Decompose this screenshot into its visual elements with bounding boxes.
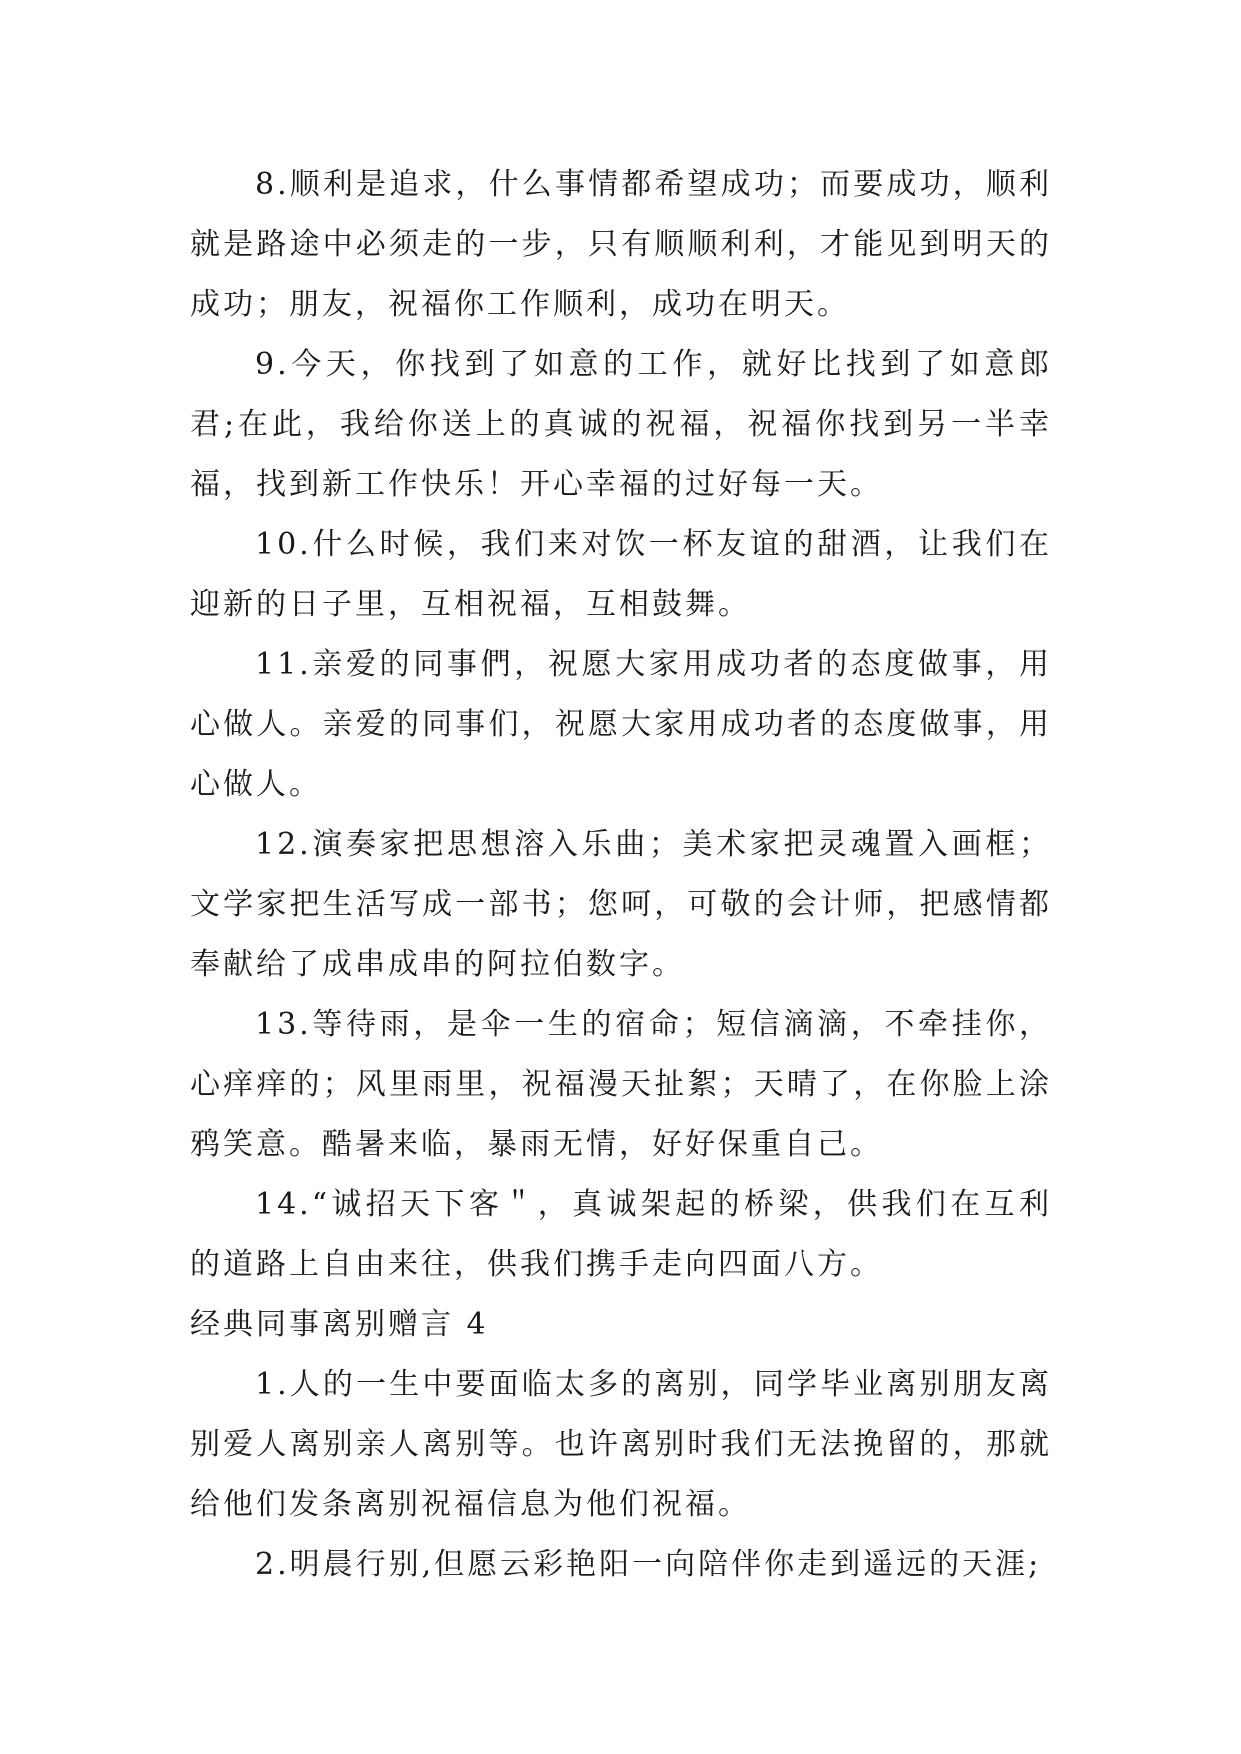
document-page: [190, 155, 1052, 1595]
paragraph-item-1: 1.人的一生中要面临太多的离别，同学毕业离别朋友离别爱人离别亲人离别等。也许离别时我们无法挽留的，那就给他们发条离别祝福信息为他们祝福。: [190, 1367, 1052, 1522]
paragraph-item-2: 2.明晨行别,但愿云彩艳阳一向陪伴你走到遥远的天涯;: [255, 1547, 1042, 1582]
paragraph-item-13: 13.等待雨，是伞一生的宿命；短信滴滴，不牵挂你，心痒痒的；风里雨里，祝福漫天扯絮；天晴了，在你脸上涂鸦笑意。酷暑来临，暴雨无情，好好保重自己。: [190, 1007, 1052, 1162]
section-heading: 经典同事离别赠言 4: [190, 1307, 489, 1342]
paragraph-item-8: 8.顺利是追求，什么事情都希望成功；而要成功，顺利就是路途中必须走的一步，只有顺顺利利，才能见到明天的成功；朋友，祝福你工作顺利，成功在明天。: [190, 167, 1052, 322]
paragraph-item-12: 12.演奏家把思想溶入乐曲；美术家把灵魂置入画框；文学家把生活写成一部书；您呵，可敬的会计师，把感情都奉献给了成串成串的阿拉伯数字。: [190, 827, 1052, 982]
paragraph-item-14: 14.“诚招天下客＂，真诚架起的桥梁，供我们在互利的道路上自由来往，供我们携手走向四面八方。: [190, 1187, 1052, 1282]
paragraph-item-11: 11.亲爱的同事們，祝愿大家用成功者的态度做事，用心做人。亲爱的同事们，祝愿大家用成功者的态度做事，用心做人。: [190, 647, 1052, 802]
paragraph-item-10: 10.什么时候，我们来对饮一杯友谊的甜酒，让我们在迎新的日子里，互相祝福，互相鼓舞。: [190, 527, 1052, 622]
paragraph-item-9: 9.今天，你找到了如意的工作，就好比找到了如意郎君;在此，我给你送上的真诚的祝福，祝福你找到另一半幸福，找到新工作快乐！开心幸福的过好每一天。: [190, 347, 1052, 502]
